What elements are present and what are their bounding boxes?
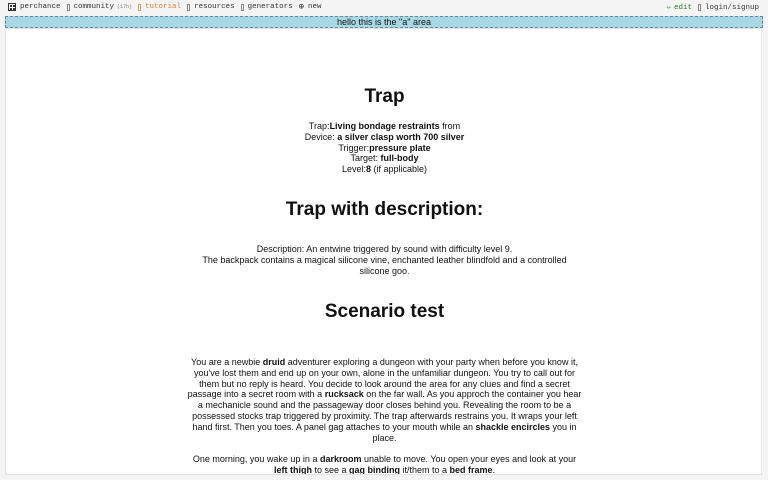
trap-details (6, 121, 762, 175)
book-icon (138, 4, 141, 11)
nav-community-label: community (73, 3, 115, 11)
nav-edit[interactable] (667, 3, 692, 12)
text-span: adventurer exploring a dungeon with your party when before you know it, you've lost them and end up on your own, alone in the unfamiliar dungeon. You try to call out for them but no reply is heard. You decide to look around the area for any clues and find a secret passage into a secret room with a (187, 357, 578, 400)
dice-icon (8, 3, 16, 11)
restraint-value: shackle encircles (475, 421, 551, 432)
chat-icon (67, 4, 70, 11)
trap-description-heading: Trap with description: (285, 199, 484, 220)
description-line: Description: An entwine triggered by sound with difficulty level 9. (256, 244, 513, 254)
a-area-banner: hello this is the "a" area (5, 16, 763, 28)
nav-generators[interactable] (241, 3, 293, 11)
top-nav-bar (0, 0, 768, 16)
nav-resources[interactable] (187, 3, 235, 11)
nav-edit-label: edit (673, 3, 692, 12)
location-value: darkroom (319, 454, 362, 464)
target-label: Target: (350, 153, 381, 164)
text-span: it/them to a (399, 464, 450, 475)
level-label: Level: (341, 164, 366, 175)
top-nav-left (8, 3, 328, 11)
nav-resources-label: resources (194, 3, 235, 11)
pencil-icon: ✏ (666, 4, 671, 12)
trap-line (6, 121, 762, 132)
nav-tutorial-label: tutorial (145, 3, 182, 11)
target-value: full-body (380, 153, 419, 164)
nav-community[interactable] (67, 3, 133, 11)
nav-generators-label: generators (247, 3, 293, 11)
trigger-line (6, 143, 762, 154)
nav-new[interactable] (299, 3, 322, 11)
level-line (6, 164, 762, 175)
nav-perchance[interactable] (8, 3, 61, 11)
body-part-value: left thigh (273, 464, 312, 475)
backpack-line: The backpack contains a magical silicone vine, enchanted leather blindfold and a controlled silicone goo. (202, 254, 567, 276)
list-icon (187, 4, 190, 11)
trigger-value: pressure plate (369, 142, 431, 153)
trigger-label: Trigger: (338, 142, 370, 153)
restraint-value: gag binding (348, 464, 400, 475)
nav-new-label: new (308, 3, 322, 11)
text-span: One morning, you wake up in a (192, 454, 320, 464)
device-label: Device: (304, 131, 338, 142)
text-span: on the far wall. As you approch the container you hear a mechanicle sound and the passageway door closes behind you. Revealing the room to be a possessed stocks trap triggered by proximity. The trap afterwards restrains you. It wraps your left hand first. Then you toes. A panel gag attaches to your mouth while an (192, 389, 582, 432)
trap-suffix: from (439, 121, 461, 131)
furniture-value: bed frame (449, 464, 493, 475)
plus-circle-icon: ⊕ (298, 1, 305, 12)
text-span: unable to move. You open your eyes and look at your (361, 454, 577, 464)
level-suffix: (if applicable) (371, 164, 428, 175)
scenario-paragraph-1 (6, 357, 762, 443)
text-span: to see a (311, 464, 349, 475)
top-nav-right (667, 3, 759, 12)
scenario-text-2 (187, 454, 582, 475)
class-value: druid (262, 357, 286, 367)
trap-heading: Trap (364, 86, 405, 107)
user-icon (698, 4, 701, 11)
device-value: a silver clasp worth 700 silver (337, 131, 465, 142)
grid-icon (241, 4, 244, 11)
generator-output (5, 28, 762, 475)
nav-tutorial[interactable] (138, 3, 181, 11)
scenario-heading: Scenario test (324, 301, 445, 322)
scenario-text-1 (187, 357, 582, 443)
trap-value: Living bondage restraints (329, 121, 440, 131)
container-value: rucksack (324, 389, 364, 400)
target-line (6, 153, 762, 164)
text-span: . (492, 464, 496, 475)
level-value: 8 (365, 164, 371, 175)
nav-login-label: login/signup (704, 3, 759, 12)
community-badge: (17h) (117, 4, 133, 10)
nav-perchance-label: perchance (20, 3, 61, 11)
text-span: you in place. (372, 421, 577, 443)
device-line (6, 132, 762, 143)
nav-login-signup[interactable] (698, 4, 759, 12)
trap-description (6, 244, 762, 276)
scenario-paragraph-2 (6, 454, 762, 475)
text-span: You are a newbie (191, 357, 263, 367)
trap-label: Trap: (308, 121, 330, 131)
